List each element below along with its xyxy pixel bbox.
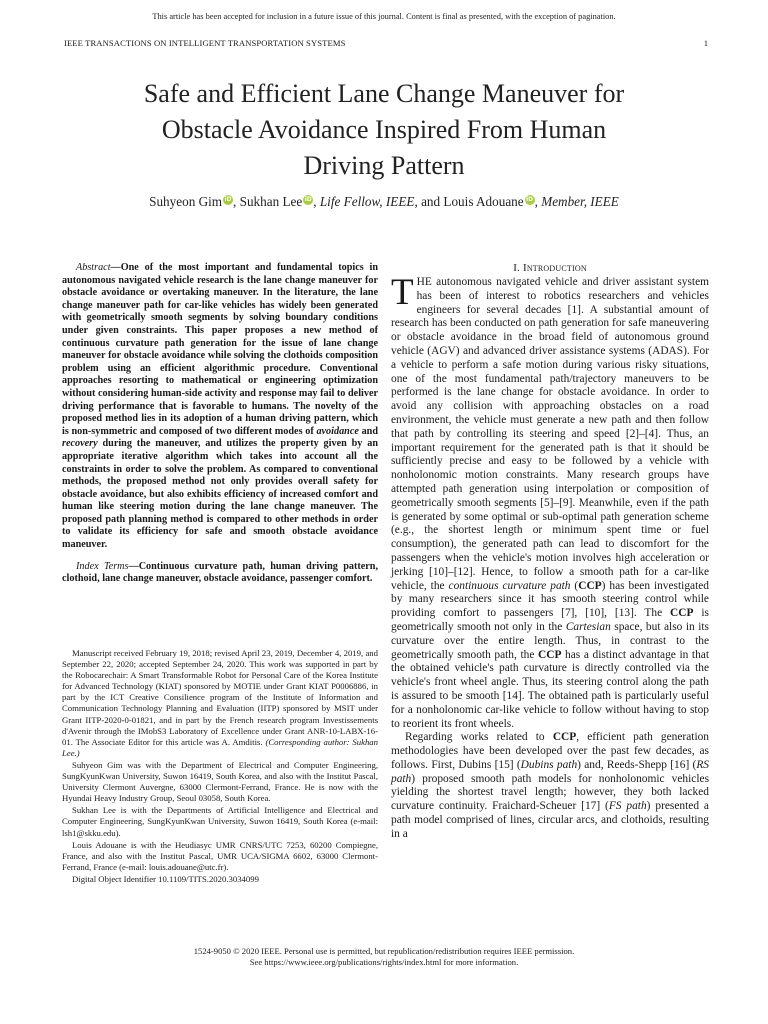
page-number: 1 [703, 38, 708, 48]
abstract-label: Abstract [76, 262, 111, 273]
intro-text: has a distinct advantage in that the obtained vehicle's path curvature is directly controlled via the vehicle's front wheel angle. Thus, its steering control along the path is assured to be smooth [14]. The obtained path is particularly useful for a nonholonomic car-like vehicle to follow without having to stop to reorient its front wheels. [391, 648, 709, 730]
copyright-notice [0, 946, 768, 968]
intro-paragraph-1: THE autonomous navigated vehicle and driver assistant system has been of interest to robotics researchers and vehicles engineers for several decades [1]. A substantial amount of research has been conducted on path generation for safe maneuvering or obstacle avoidance in the broad field of autonomous ground vehicle (AGV) and advanced driver assistance systems (ADAS). For a vehicle to perform a safe motion during various risky situations, one of the most fundamental path/trajectory maneuvers to be performed is the lane change for obstacle avoidance. In order to avoid any collision with approaching obstacles on a road environment, the vehicle must generate a new path and then follow that path by controlling its steering and speed [2]–[4]. Thus, an important requirement for the generated path is that it should be sufficiently precise and easy to be followed by a vehicle with nonholonomic motion constraints. Many research groups have attempted path generation using interpolation or composition of geometrically smooth segments [5]–[9]. Meanwhile, even if the path is generated by some optimal or sub-optimal path generation scheme (e.g., the shortest length or minimum spent time or fuel consumption), the generated path can lead to discomfort for the passengers when the vehicle's motion involves high acceleration or jerking [10]–[12]. Hence, to follow a smooth path for a car-like vehicle, the continuous curvature path (CCP) has been investigated by many researchers since it has smooth steering control while providing comfort to passengers [7], [10], [13]. The CCP is geometrically smooth not only in the Cartesian space, but also in its curvature over the entire length. Thus, in contrast to the geometrically smooth path, the CCP has a distinct advantage in that the obtained vehicle's path curvature is directly controlled via the vehicle's front wheel angle. Thus, its steering control along the path is assured to be smooth [14]. The obtained path is particularly useful for a nonholonomic car-like vehicle to follow without having to stop to reorient its front wheels. [391, 272, 709, 730]
orcid-icon[interactable]: iD [526, 195, 534, 203]
intro-text: ) proposed smooth path models for nonholonomic vehicles yielding the shortest travel length; however, they both lacked curvature continuity. Fraichard-Scheuer [17] ( [391, 772, 709, 813]
abstract-text-2: during the maneuver, and utilizes the property given by an appropriate iterative algorithm which takes into account all the constraints in order to solve the problem. As compared to conventional methods, the proposed method not only provides overall safety for obstacle avoidance, but also exhibits efficiency of increased comfort and human like steering motion during the lane change maneuver. The proposed path planning method is compared to other methods in order to validate its efficiency for safe and smooth obstacle avoidance maneuver. [62, 438, 378, 551]
journal-name: IEEE TRANSACTIONS ON INTELLIGENT TRANSPORTATION SYSTEMS [64, 38, 346, 48]
footnote-manuscript-text: Manuscript received February 19, 2018; revised April 23, 2019, December 4, 2019, and September 22, 2020; accepted September 24, 2020. This work was supported in part by the Robocarechair: A Smart Transformable Robot for Personal Care of the Korea Institute for Advanced Technology (KIAT) sponsored by MOTIE under Grant KIAT P0006886, in part by the ICT Creative Consilience program of the Institute of Information and Communication Technology Planning and Evaluation (IITP) sponsored by MSIT under Grant IITP-2020-0-01821, and in part by the French research program Investissements d'Avenir through the IMobS3 Laboratory of Excellence under Grant ANR-10-LABX-16-01. The Associate Editor for this article was A. Amditis. [62, 648, 378, 747]
term-cartesian: Cartesian [565, 620, 611, 633]
title-line-3: Driving Pattern [303, 151, 465, 180]
acronym-ccp: CCP [538, 648, 562, 661]
acronym-ccp: CCP [578, 579, 602, 592]
intro-text: ) and, Reeds-Shepp [16] ( [577, 758, 697, 771]
running-header [64, 38, 708, 48]
drop-cap: T [391, 272, 414, 313]
intro-text: ) presented a path model comprised of lines, circular arcs, and clothoids, resulting in a [391, 800, 709, 840]
title-line-1: Safe and Efficient Lane Change Maneuver for [143, 79, 625, 108]
term-ccp: continuous curvature path [448, 579, 571, 592]
orcid-icon[interactable]: iD [304, 195, 312, 203]
author-gim: Suhyeon Gim [149, 194, 223, 209]
footnote-lee: Sukhan Lee is with the Departments of Artificial Intelligence and Electrical and Computer Engineering, SungKyunKwan University, Suwon 16419, South Korea (e-mail: lsh1@skku.edu). [62, 805, 378, 838]
term-rs: RS path [391, 758, 709, 785]
title-line-2: Obstacle Avoidance Inspired From Human [161, 115, 607, 144]
acronym-ccp: CCP [670, 607, 694, 620]
intro-text: , efficient path generation methodologies have been developed over the past few decades, as follows. First, Dubins [15] ( [391, 731, 709, 771]
index-terms-text: Continuous curvature path, human driving pattern, clothoid, lane change maneuver, obstacle avoidance, passenger comfort. [62, 560, 378, 585]
intro-text: space, but also in its curvature over the entire length. Thus, in contrast to the geometrically smooth path, the [391, 620, 709, 661]
corresponding-author: (Corresponding author: Sukhan Lee.) [62, 736, 378, 758]
author-lee-role: Life Fellow, IEEE [319, 194, 415, 209]
section-title: Introduction [522, 262, 587, 274]
left-column [62, 262, 378, 586]
footnote-gim: Suhyeon Gim was with the Department of Electrical and Computer Engineering, SungKyunKwan University, Suwon 16419, South Korea, and also with the Institut Pascal, University Clermont Auvergne, 63000 Clermont-Ferrand, France. He is now with the Hyundai Heavy Industry Group, Seoul 03058, South Korea. [62, 759, 378, 804]
intro-text: Regarding works related to [405, 731, 545, 744]
abstract-avoidance: avoidance [316, 425, 359, 437]
copyright-line-2: See https://www.ieee.org/publications/rights/index.html for more information. [249, 957, 519, 967]
author-conjunction: , and [414, 194, 444, 209]
orcid-icon[interactable]: iD [224, 195, 232, 203]
author-adouane: Louis Adouane [443, 194, 524, 209]
intro-paragraph-2 [391, 731, 709, 841]
index-terms: Index Terms—Continuous curvature path, human driving pattern, clothoid, lane change maneuver, obstacle avoidance, passenger comfort. [62, 560, 378, 585]
abstract-recovery: recovery [62, 438, 98, 450]
footnote-manuscript [62, 648, 378, 759]
author-adouane-role: Member, IEEE [541, 194, 619, 209]
author-lee: Sukhan Lee [239, 194, 303, 209]
footnote-adouane: Louis Adouane is with the Heudiasyc UMR CNRS/UTC 7253, 60200 Compiegne, France, and also with the Institut Pascal, UMR UCA/SIGMA 6602, 63000 Clermont-Ferrand, France (e-mail: louis.adouane@utc.fr). [62, 839, 378, 872]
paper-title [60, 76, 708, 184]
author-list: Suhyeon Gim iD, Sukhan Lee iD, Life Fellow, IEEE, and Louis Adouane iD, Member, IEEE [149, 194, 619, 209]
acronym-ccp: CCP [552, 731, 577, 744]
abstract: Abstract—One of the most important and fundamental topics in autonomous navigated vehicle research is the lane change maneuver for obstacle avoidance or overtaking maneuver. In the literature, the lane change maneuver path for car-like vehicles has widely been generated with geometrically smooth segments by solving boundary conditions under given constraints. This paper proposes a new method of continuous curvature path generation for the issue of lane change maneuver for obstacle avoidance while solving the clothoids composition problem using an efficient algorithmic procedure. Conventional approaches resorting to mathematical or engineering optimization without considering human-side activity and response may fail to deliver driving performance that is favorable to humans. The novelty of the proposed method lies in its adoption of a human driving pattern, which is non-symmetric and composed of two different modes of avoidance and recovery during the maneuver, and utilizes the property given by an appropriate iterative algorithm which takes into account all the constraints in order to solve the problem. As compared to conventional methods, the proposed method not only provides overall safety for obstacle avoidance, but also exhibits efficiency of increased comfort and human like steering motion during the lane change maneuver. The proposed path planning method is compared to other methods in order to validate its efficiency for safe and smooth obstacle avoidance maneuver. [62, 262, 379, 551]
section-heading [391, 262, 709, 274]
right-column [391, 262, 709, 842]
term-fs: FS path [608, 800, 647, 813]
intro-text: is geometrically smooth not only in the [391, 607, 709, 633]
footnotes [62, 648, 378, 886]
intro-text: has been investigated by many researchers since it has smooth steering control while providing comfort to passengers [7], [10], [13]. The [391, 579, 709, 620]
intro-text: HE autonomous navigated vehicle and driver assistant system has been of interest to robotics researchers and vehicles engineers for several decades [1]. A substantial amount of research has been conducted on path generation for safe maneuvering or obstacle avoidance in the broad field of autonomous ground vehicle (AGV) and advanced driver assistance systems (ADAS). For a vehicle to perform a safe motion during various risky situations, one of the most fundamental path/trajectory maneuvers to be performed is the lane change for obstacle avoidance. In order to avoid any collision with approaching obstacles on a road environment, the vehicle must generate a new path and then follow that path by controlling its steering and speed [2]–[4]. Thus, an important requirement for the generated path is that it should be sufficiently precise and easy to be followed by a vehicle with nonholonomic motion constraints. Many research groups have attempted path generation using interpolation or composition of geometrically smooth segments [5]–[9]. Meanwhile, even if the path is generated by some optimal or sub-optimal path generation scheme (e.g., the shortest length or minimum spent time or fuel consumption), the generated path can lead to discomfort for the passengers when the vehicle's motion involves high acceleration or jerking [10]–[12]. Hence, to follow a smooth path for a car-like vehicle, the [391, 276, 709, 592]
doi: Digital Object Identifier 10.1109/TITS.2020.3034099 [72, 873, 259, 884]
abstract-text-1: One of the most important and fundamental topics in autonomous navigated vehicle research is the lane change maneuver for obstacle avoidance or overtaking maneuver. In the literature, the lane change maneuver path for car-like vehicles has widely been generated with geometrically smooth segments by solving boundary conditions under given constraints. This paper proposes a new method of continuous curvature path generation for the issue of lane change maneuver for obstacle avoidance while solving the clothoids composition problem using an efficient algorithmic procedure. Conventional approaches resorting to mathematical or engineering optimization without considering human-side activity and response may fail to deliver driving performance that is favorable to humans. The novelty of the proposed method lies in its adoption of a human driving pattern, which is non-symmetric and composed of two different modes of [62, 262, 378, 437]
term-dubins: Dubins path [520, 758, 578, 771]
index-terms-label: Index Terms [76, 560, 129, 572]
copyright-line-1: 1524-9050 © 2020 IEEE. Personal use is permitted, but republication/redistribution requires IEEE permission. [193, 946, 575, 956]
abstract-and: and [361, 425, 379, 437]
acceptance-notice: This article has been accepted for inclusion in a future issue of this journal. Content is final as presented, with the exception of pagination. [152, 12, 616, 21]
section-numeral: I. [513, 262, 521, 274]
